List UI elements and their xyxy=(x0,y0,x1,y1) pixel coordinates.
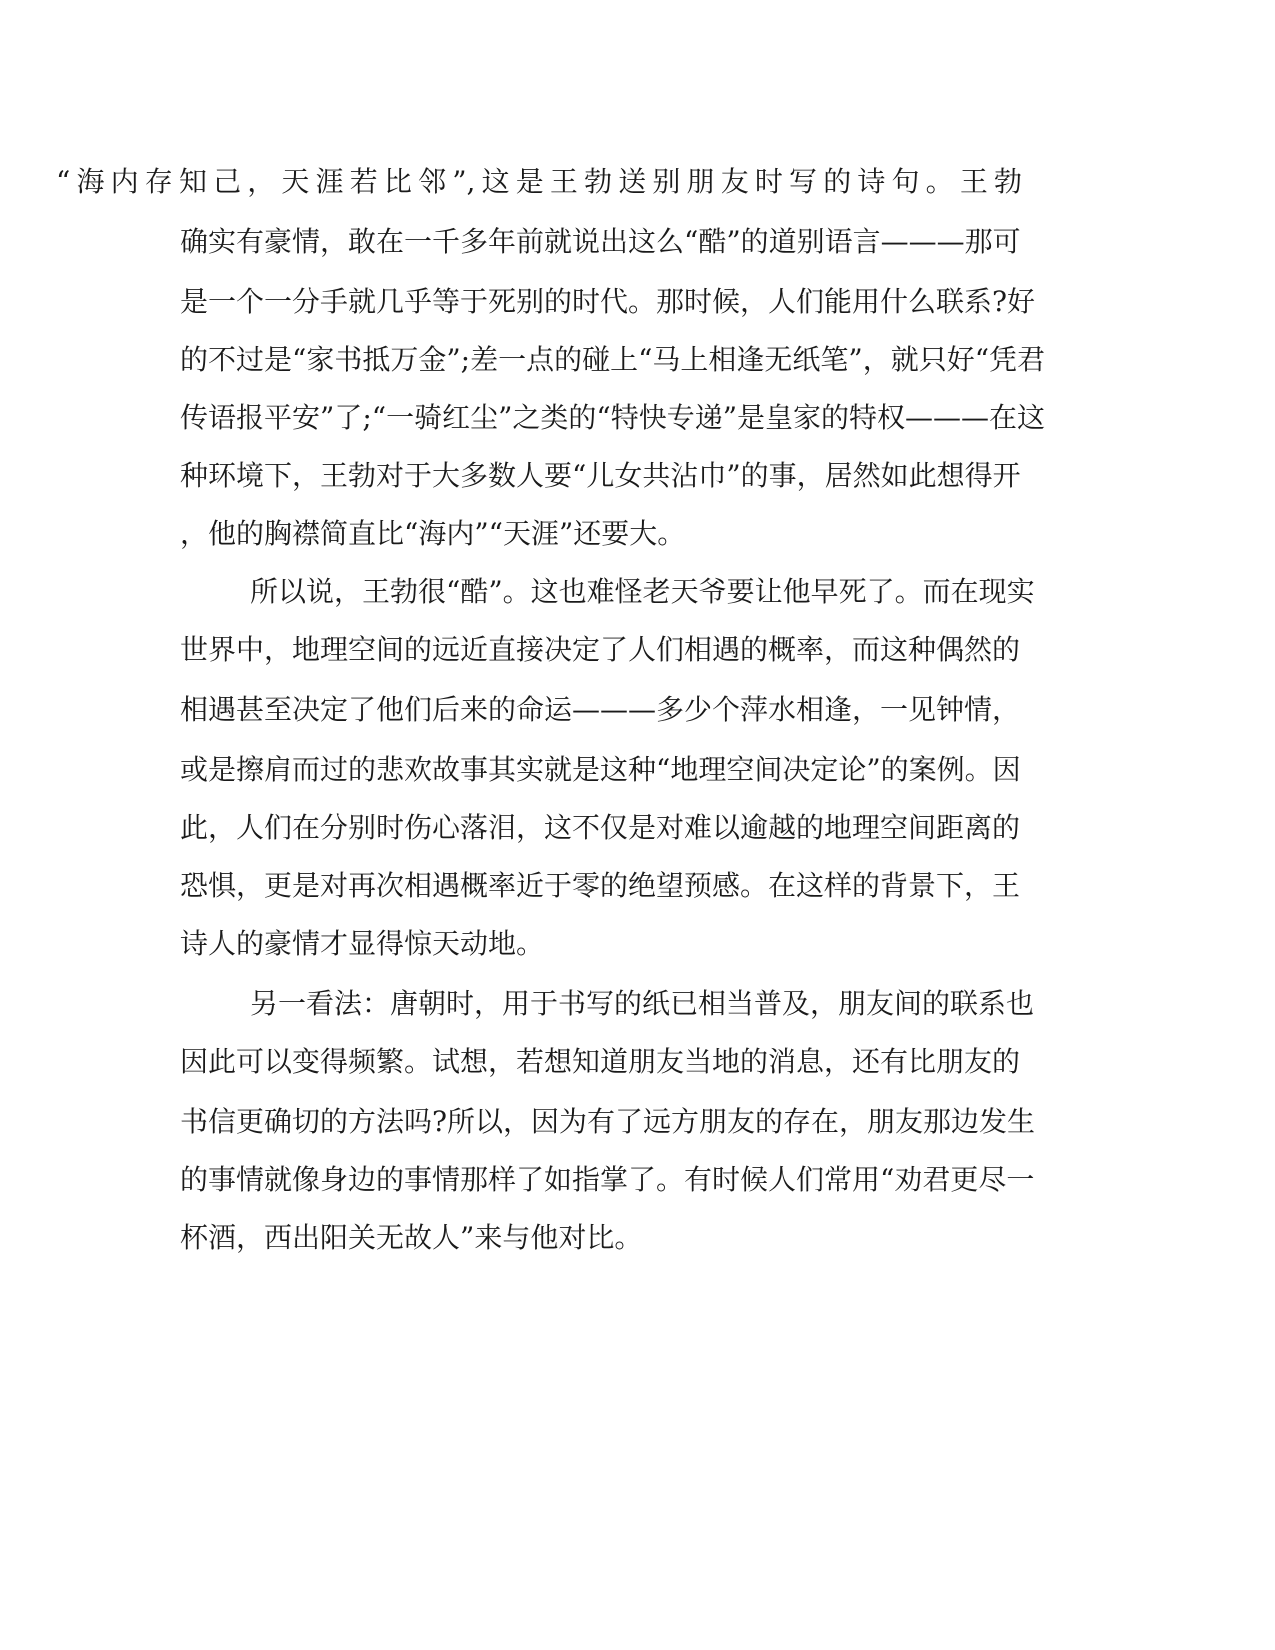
text-line: 相遇甚至决定了他们后来的命运———多少个萍水相逢，一见钟情， xyxy=(180,693,1021,726)
text-line: 另一看法：唐朝时，用于书写的纸已相当普及，朋友间的联系也 xyxy=(250,987,1035,1020)
text-line: 所以说，王勃很“酷”。这也难怪老天爷要让他早死了。而在现实 xyxy=(250,575,1035,608)
text-line: 诗人的豪情才显得惊天动地。 xyxy=(180,927,545,960)
text-line: 的事情就像身边的事情那样了如指掌了。有时候人们常用“劝君更尽一 xyxy=(180,1163,1035,1196)
text-line: 种环境下，王勃对于大多数人要“儿女共沾巾”的事，居然如此想得开 xyxy=(180,459,1021,492)
text-line: 是一个一分手就几乎等于死别的时代。那时候，人们能用什么联系?好 xyxy=(180,285,1036,318)
text-line: 此，人们在分别时伤心落泪，这不仅是对难以逾越的地理空间距离的 xyxy=(180,811,1021,844)
text-line: “海内存知己，天涯若比邻”,这是王勃送别朋友时写的诗句。王勃 xyxy=(56,165,1022,198)
text-line: 杯酒，西出阳关无故人”来与他对比。 xyxy=(180,1221,643,1254)
text-line: 确实有豪情，敢在一千多年前就说出这么“酷”的道别语言———那可 xyxy=(180,225,1021,258)
text-line: 或是擦肩而过的悲欢故事其实就是这种“地理空间决定论”的案例。因 xyxy=(180,753,1021,786)
text-line: 恐惧，更是对再次相遇概率近于零的绝望预感。在这样的背景下，王 xyxy=(180,869,1021,902)
text-line: 书信更确切的方法吗?所以，因为有了远方朋友的存在，朋友那边发生 xyxy=(180,1105,1036,1138)
text-line: 传语报平安”了;“一骑红尘”之类的“特快专递”是皇家的特权———在这 xyxy=(180,401,1046,434)
text-line: ，他的胸襟简直比“海内”“天涯”还要大。 xyxy=(180,517,686,550)
text-line: 因此可以变得频繁。试想，若想知道朋友当地的消息，还有比朋友的 xyxy=(180,1045,1021,1078)
text-line: 的不过是“家书抵万金”;差一点的碰上“马上相逢无纸笔”，就只好“凭君 xyxy=(180,343,1046,376)
text-line: 世界中，地理空间的远近直接决定了人们相遇的概率，而这种偶然的 xyxy=(180,633,1021,666)
